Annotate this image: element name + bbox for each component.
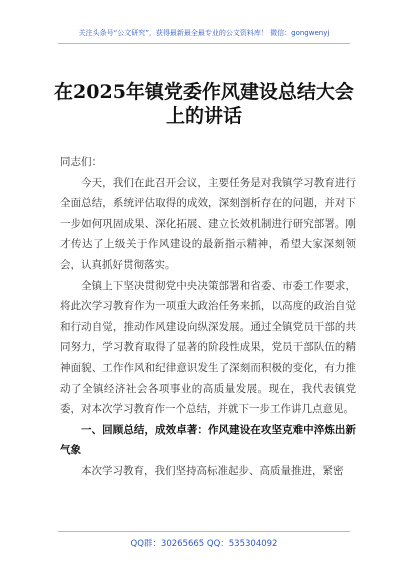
paragraph-1: 今天，我们在此召开会议，主要任务是对我镇学习教育进行全面总结，系统评估取得的成效，深刻剖析存在的问题，并对下一步如何巩固成果、深化拓展、建立长效机制进行研究部署。刚才传达了上级关于作风建设的最新指示精神，希望大家深刻领会，认真抓好贯彻落实。 — [60, 176, 356, 271]
greeting: 同志们： — [60, 156, 102, 168]
paragraph-2: 全镇上下坚决贯彻党中央决策部署和省委、市委工作要求，将此次学习教育作为一项重大政治任务来抓，以高度的政治自觉和行动自觉，推动作风建设向纵深发展。通过全镇党员干部的共同努力，学习教育取得了显著的阶段性成果，党员干部队伍的精神面貌、工作作风和纪律意识发生了深刻而积极的变化，有力推动了全镇经济社会各项事业的高质量发展。现在，我代表镇党委，对本次学习教育作一个总结，并就下一步工作讲几点意见。 — [60, 279, 356, 416]
document-body — [60, 152, 356, 482]
header-divider — [58, 43, 350, 44]
section-heading: 一、回顾总结，成效卓著：作风建设在攻坚克难中淬炼出新气象 — [60, 423, 356, 457]
paragraph-3: 本次学习教育，我们坚持高标准起步、高质量推进，紧密 — [81, 464, 344, 477]
footer-contact: QQ群：30265665 QQ：535304092 — [130, 539, 278, 549]
footer-divider — [58, 531, 350, 532]
header-banner: 关注头条号“公文研究”，获得最新最全最专业的公文资料库！ 微信：gongwenyj — [78, 29, 330, 37]
document-title: 在2025年镇党委作风建设总结大会上的讲话 — [54, 81, 354, 127]
